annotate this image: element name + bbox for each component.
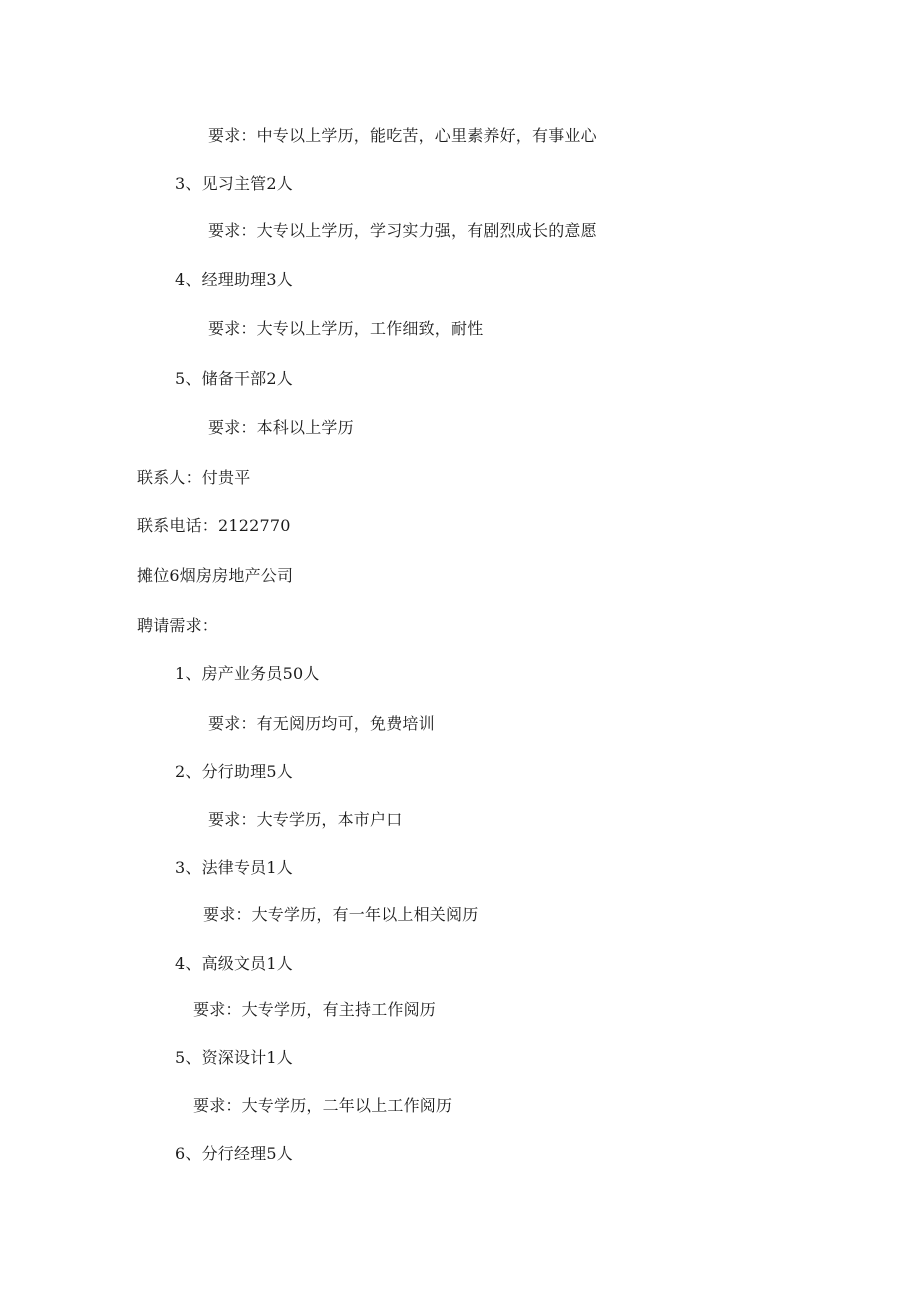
requirement-line: 要求：中专以上学历，能吃苦，心里素养好，有事业心 (208, 126, 597, 145)
position-line: 4、高级文员1人 (175, 954, 293, 973)
requirement-line: 要求：大专以上学历，工作细致，耐性 (208, 319, 484, 338)
requirement-line: 要求：大专学历，有一年以上相关阅历 (203, 905, 479, 924)
requirement-line: 要求：大专学历，有主持工作阅历 (193, 1000, 437, 1019)
position-line: 4、经理助理3人 (175, 270, 293, 289)
requirement-line: 要求：大专学历，本市户口 (208, 810, 403, 829)
position-line: 1、房产业务员50人 (175, 664, 320, 683)
requirement-line: 要求：大专以上学历，学习实力强，有剧烈成长的意愿 (208, 221, 597, 240)
position-line: 3、法律专员1人 (175, 858, 293, 877)
position-line: 3、见习主管2人 (175, 174, 293, 193)
booth-company: 摊位6烟房房地产公司 (137, 566, 294, 585)
position-line: 5、储备干部2人 (175, 369, 293, 388)
requirement-line: 要求：本科以上学历 (208, 418, 354, 437)
contact-person: 联系人：付贵平 (137, 468, 251, 487)
position-line: 2、分行助理5人 (175, 762, 293, 781)
contact-phone: 联系电话：2122770 (137, 516, 291, 535)
position-line: 6、分行经理5人 (175, 1144, 293, 1163)
requirement-line: 要求：大专学历，二年以上工作阅历 (193, 1096, 453, 1115)
hiring-needs-heading: 聘请需求： (137, 616, 219, 635)
position-line: 5、资深设计1人 (175, 1048, 293, 1067)
requirement-line: 要求：有无阅历均可，免费培训 (208, 714, 435, 733)
